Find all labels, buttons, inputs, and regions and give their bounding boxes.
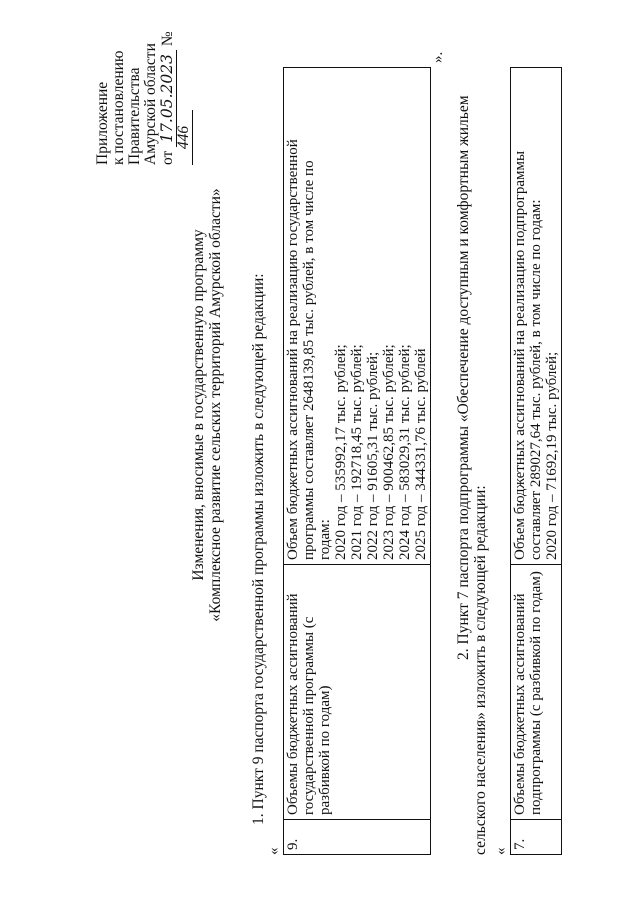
table-row xyxy=(511,68,562,855)
value-line: 2020 год – 71692,19 тыс. рублей; xyxy=(544,351,560,560)
handwritten-date: 17.05.2023 xyxy=(158,50,177,147)
row-label: Объемы бюджетных ассигнований государственной программы (с разбивкой по годам) xyxy=(284,565,431,820)
appendix-line: к постановлению Правительства xyxy=(110,50,143,165)
value-line: составляет 289027,64 тыс. рублей, в том числе по годам: xyxy=(528,199,544,560)
value-line: Объем бюджетных ассигнований на реализацию подпрограммы xyxy=(512,150,528,560)
number-sign: № xyxy=(159,31,176,47)
appendix-line: Приложение xyxy=(94,81,111,165)
value-line: Объем бюджетных ассигнований на реализацию государственной xyxy=(285,139,301,560)
value-line: 2020 год – 535992,17 тыс. рублей; xyxy=(333,344,349,560)
title-line: Изменения, вносимые в государственную программу xyxy=(190,229,207,581)
appendix-date-line xyxy=(159,0,193,165)
table-row xyxy=(284,68,431,855)
close-quote: ». xyxy=(430,51,446,63)
appendix-block xyxy=(95,0,193,165)
section2-intro: 2. Пункт 7 паспорта подпрограммы «Обеспечение доступным и комфортным жильем сельского населения» изложить в следующей редакции: xyxy=(455,95,489,855)
handwritten-number: 446 xyxy=(176,110,193,165)
value-line: 2022 год – 91605,31 тыс. рублей; xyxy=(365,351,381,560)
section1-intro: 1. Пункт 9 паспорта государственной программы изложить в следующей редакции: xyxy=(250,273,267,825)
appendix-line: Амурской области xyxy=(142,43,159,165)
row-label: Объемы бюджетных ассигнований подпрограммы (с разбивкой по годам) xyxy=(511,565,562,820)
value-line: годам: xyxy=(317,519,333,560)
title-line: «Комплексное развитие сельских территорий Амурской области» xyxy=(207,188,224,622)
subprogram-funding-table xyxy=(510,67,562,855)
value-line: 2023 год – 900462,85 тыс. рублей; xyxy=(381,344,397,560)
program-funding-table xyxy=(283,67,431,855)
document-title xyxy=(190,135,224,675)
row-number: 9. xyxy=(284,820,431,855)
row-value xyxy=(284,68,431,565)
row-value xyxy=(511,68,562,565)
value-line: программы составляет 2648139,85 тыс. рублей, в том числе по xyxy=(301,160,317,560)
date-prefix: от xyxy=(159,150,176,165)
open-quote: « xyxy=(493,847,509,855)
open-quote: « xyxy=(266,847,282,855)
value-line: 2025 год – 344331,76 тыс. рублей xyxy=(413,348,429,560)
value-line: 2024 год – 583029,31 тыс. рублей; xyxy=(397,344,413,560)
value-line: 2021 год – 192718,45 тыс. рублей; xyxy=(349,344,365,560)
row-number: 7. xyxy=(511,820,562,855)
